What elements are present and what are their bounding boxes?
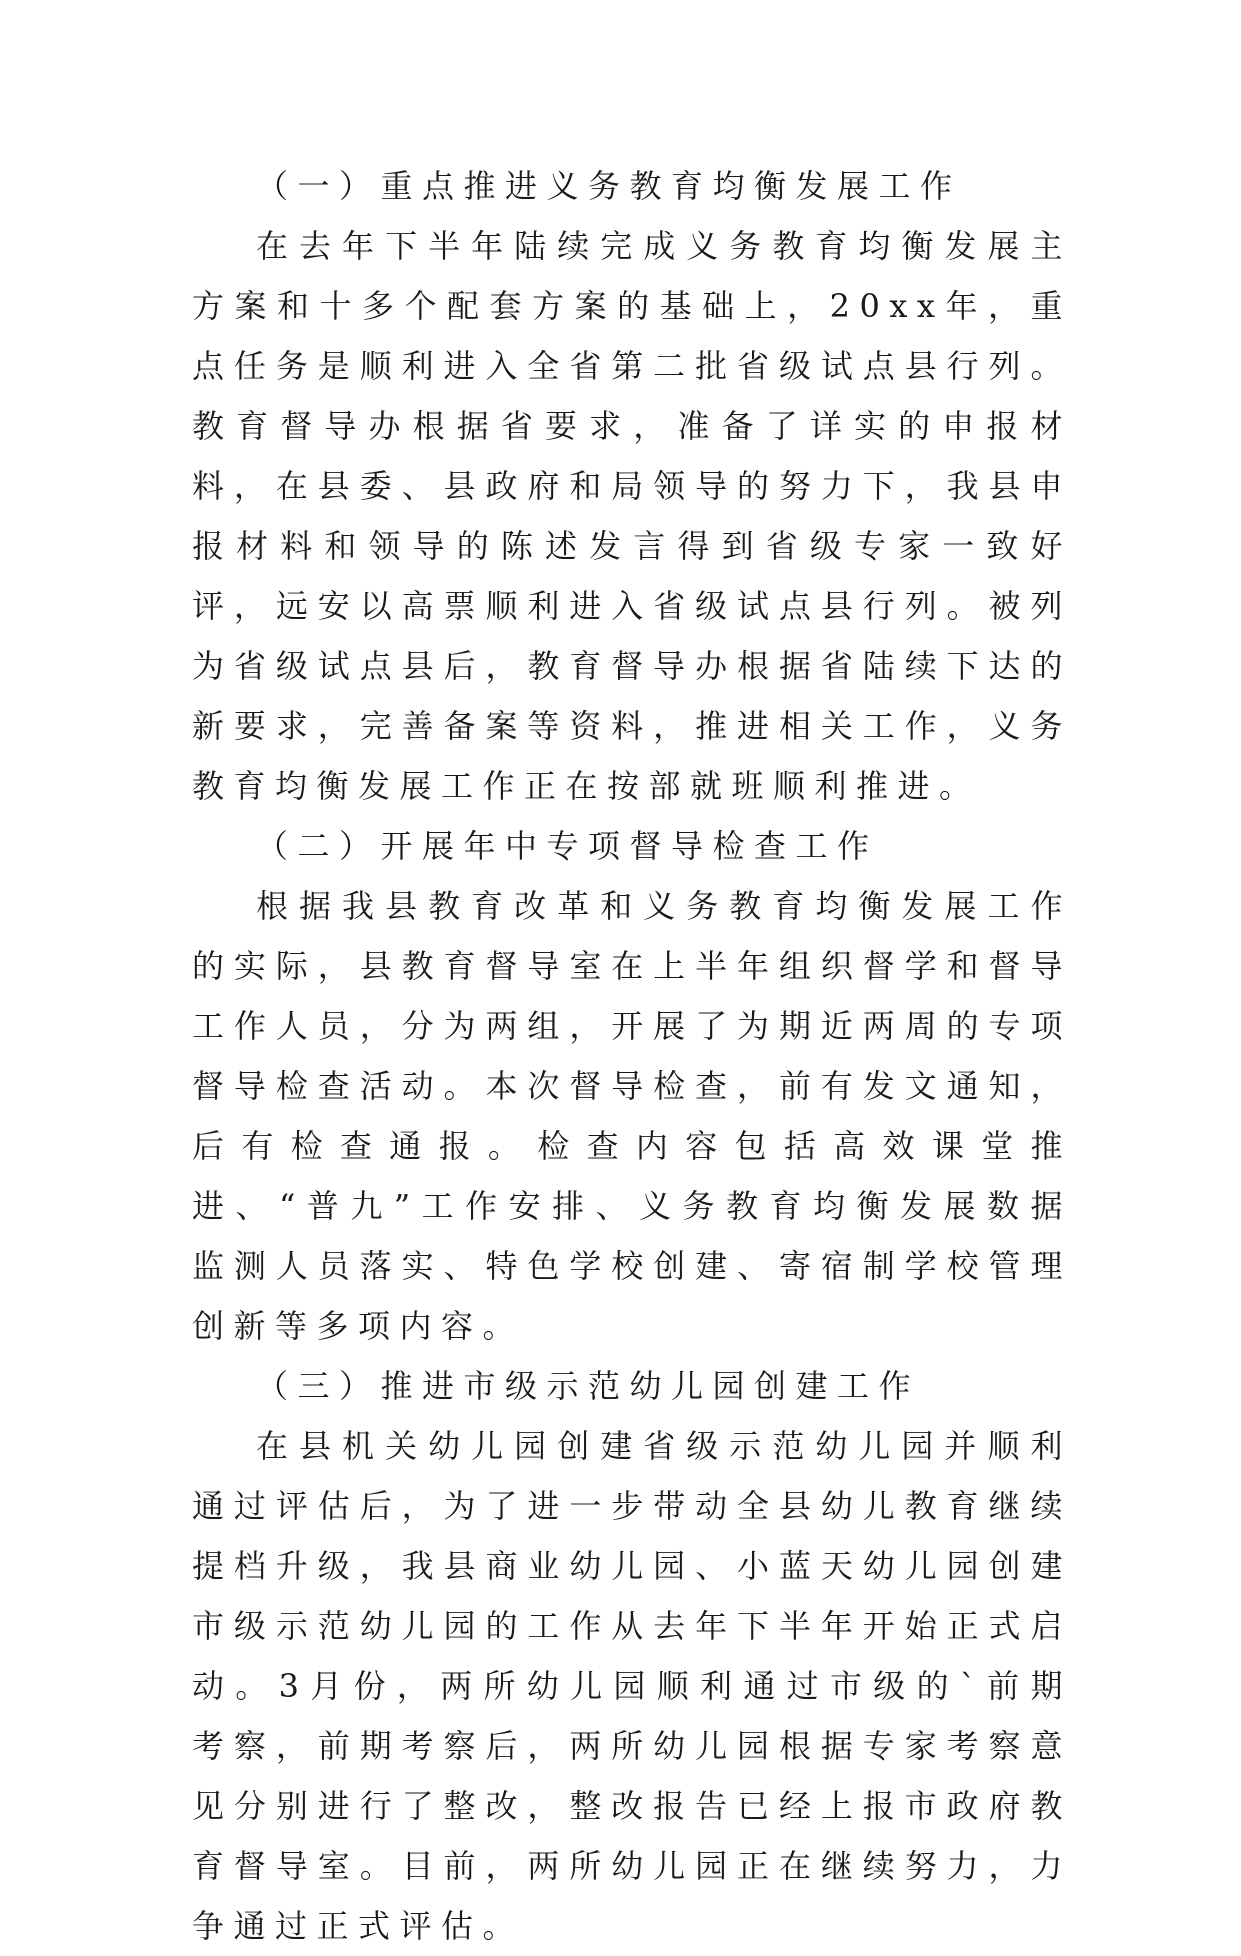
section-heading-1: （一）重点推进义务教育均衡发展工作 xyxy=(256,167,962,205)
section-paragraph-1: 在去年下半年陆续完成义务教育均衡发展主方案和十多个配套方案的基础上，20xx年，重点任务是顺利进入全省第二批省级试点县行列。教育督导办根据省要求，准备了详实的申报材料，在县委、县政府和局领导的努力下，我县申报材料和领导的陈述发言得到省级专家一致好评，远安以高票顺利进入省级试点县行列。被列为省级试点县后，教育督导办根据省陆续下达的新要求，完善备案等资料，推进相关工作，义务教育均衡发展工作正在按部就班顺利推进。 xyxy=(192,227,1072,805)
section-heading-3: （三）推进市级示范幼儿园创建工作 xyxy=(256,1367,921,1405)
section-paragraph-3: 在县机关幼儿园创建省级示范幼儿园并顺利通过评估后，为了进一步带动全县幼儿教育继续提档升级，我县商业幼儿园、小蓝天幼儿园创建市级示范幼儿园的工作从去年下半年开始正式启动。3月份，两所幼儿园顺利通过市级的`前期考察，前期考察后，两所幼儿园根据专家考察意见分别进行了整改，整改报告已经上报市政府教育督导室。目前，两所幼儿园正在继续努力，力争通过正式评估。 xyxy=(192,1427,1072,1945)
section-heading-2: （二）开展年中专项督导检查工作 xyxy=(256,827,879,865)
document-body xyxy=(192,156,1072,1956)
section-paragraph-2: 根据我县教育改革和义务教育均衡发展工作的实际，县教育督导室在上半年组织督学和督导工作人员，分为两组，开展了为期近两周的专项督导检查活动。本次督导检查，前有发文通知，后有检查通报。检查内容包括高效课堂推进、“普九”工作安排、义务教育均衡发展数据监测人员落实、特色学校创建、寄宿制学校管理创新等多项内容。 xyxy=(192,887,1072,1345)
